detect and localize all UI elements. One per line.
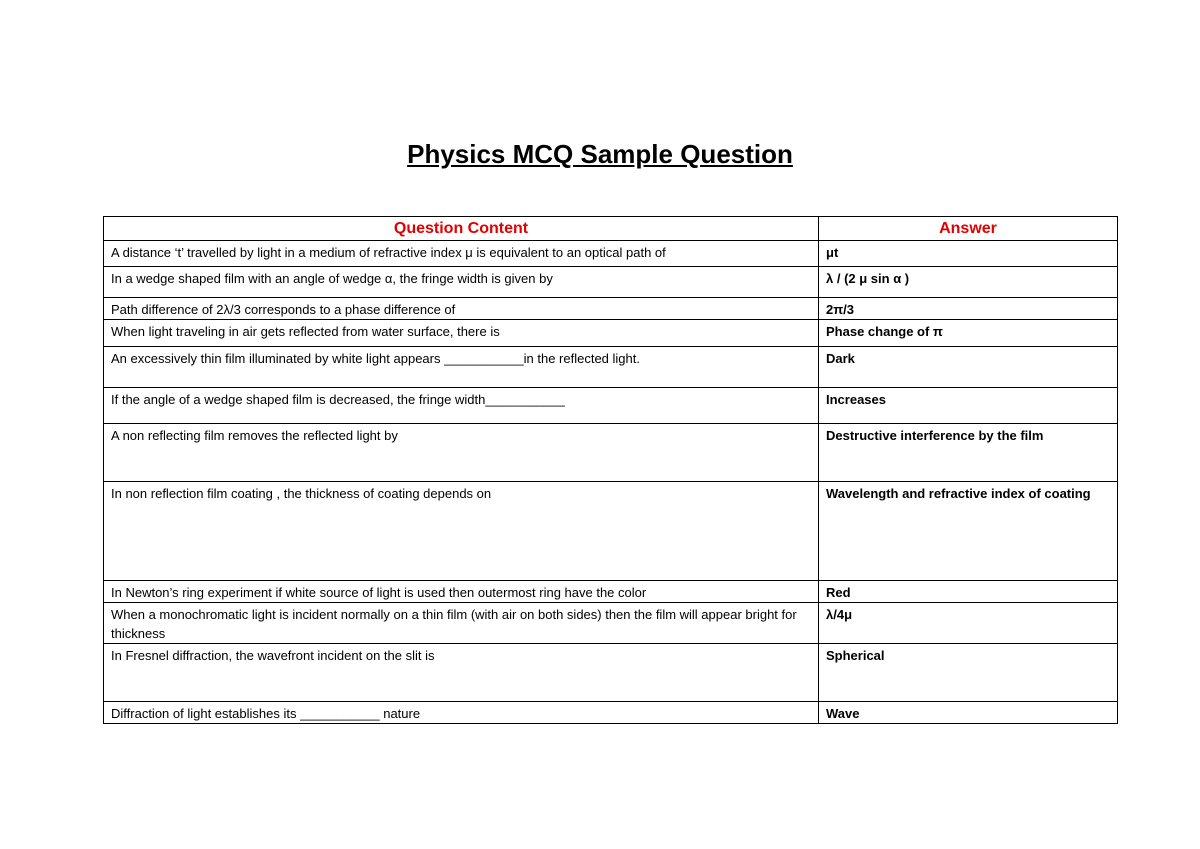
table-row [104,267,1118,298]
table-row [104,482,1118,581]
table-row [104,347,1118,388]
answer-cell: 2π/3 [819,298,1118,320]
answer-cell: Destructive interference by the film [819,424,1118,482]
table-row [104,644,1118,702]
answer-cell: Phase change of π [819,320,1118,347]
answer-cell: Wave [819,702,1118,724]
table-row [104,603,1118,644]
table-row [104,388,1118,424]
answer-cell: Wavelength and refractive index of coating [819,482,1118,581]
question-cell: When a monochromatic light is incident normally on a thin film (with air on both sides) then the film will appear bright for thickness [104,603,819,644]
table-row [104,702,1118,724]
question-cell: A non reflecting film removes the reflected light by [104,424,819,482]
table-row [104,320,1118,347]
question-cell: Path difference of 2λ/3 corresponds to a phase difference of [104,298,819,320]
question-cell: In non reflection film coating , the thickness of coating depends on [104,482,819,581]
question-cell: Diffraction of light establishes its ___________ nature [104,702,819,724]
column-header-question: Question Content [104,217,819,241]
table-header-row [104,217,1118,241]
table-row [104,424,1118,482]
column-header-answer: Answer [819,217,1118,241]
question-cell: An excessively thin film illuminated by white light appears ___________in the reflected light. [104,347,819,388]
question-cell: In Newton’s ring experiment if white source of light is used then outermost ring have the color [104,581,819,603]
table-row [104,581,1118,603]
answer-cell: λ/4μ [819,603,1118,644]
page-title: Physics MCQ Sample Question [407,139,793,169]
answer-cell: Spherical [819,644,1118,702]
question-cell: In Fresnel diffraction, the wavefront incident on the slit is [104,644,819,702]
question-cell: When light traveling in air gets reflected from water surface, there is [104,320,819,347]
table-row [104,241,1118,267]
question-cell: If the angle of a wedge shaped film is decreased, the fringe width___________ [104,388,819,424]
question-cell: In a wedge shaped film with an angle of wedge α, the fringe width is given by [104,267,819,298]
mcq-table [103,216,1118,724]
answer-cell: μt [819,241,1118,267]
answer-cell: Dark [819,347,1118,388]
table-row [104,298,1118,320]
answer-cell: Red [819,581,1118,603]
answer-cell: Increases [819,388,1118,424]
question-cell: A distance ‘t’ travelled by light in a medium of refractive index μ is equivalent to an optical path of [104,241,819,267]
answer-cell: λ / (2 μ sin α ) [819,267,1118,298]
